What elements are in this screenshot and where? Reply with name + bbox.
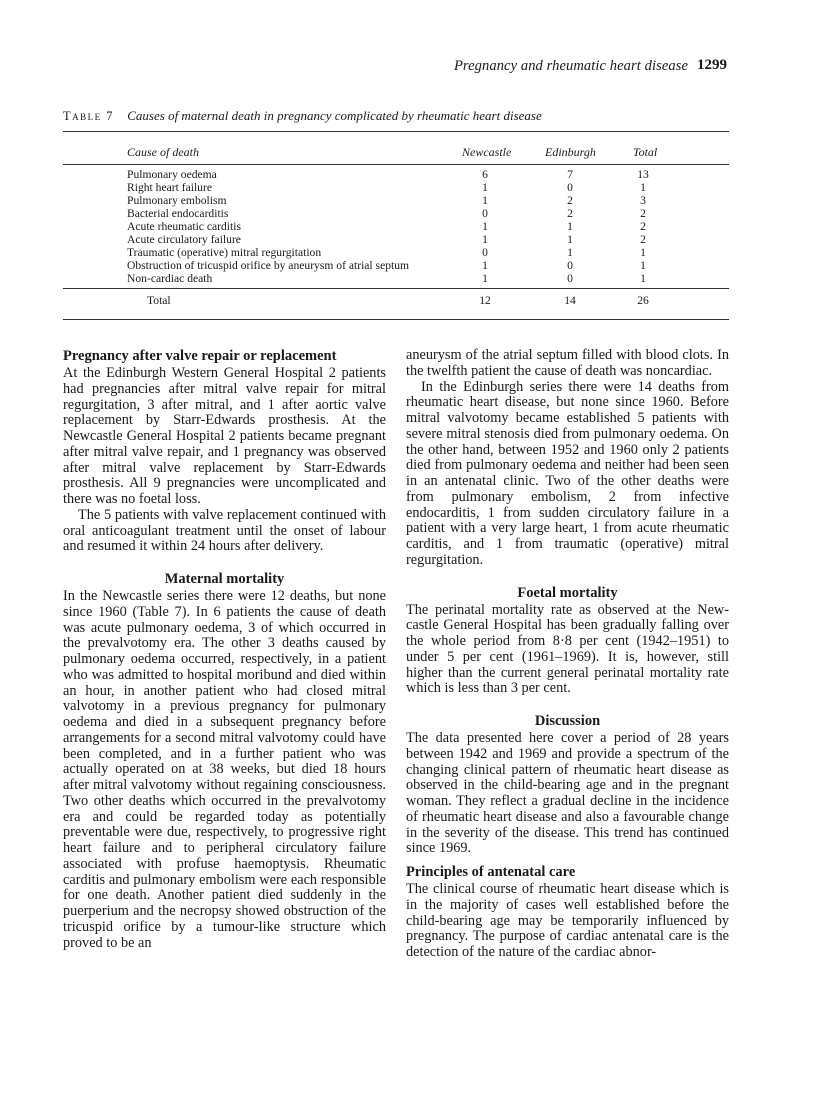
newcastle-cell: 6 [482, 168, 488, 181]
right-column [406, 348, 729, 961]
table-top-rule [63, 131, 729, 132]
paragraph-anticoagulant: The 5 patients with valve replacement continued with oral anticoagulant treatment until the onset of labour and resumed it within 24 hours after delivery. [63, 506, 386, 555]
table-row [0, 220, 816, 233]
total-cell: 1 [640, 272, 646, 285]
edinburgh-cell: 1 [567, 220, 573, 233]
paragraph-antenatal-care: The clinical course of rheumatic heart disease which is in the majority of cases well established before the child-bearing age may be temporarily influenced by pregnancy. The purpose of cardiac antenatal care is the detection of the nature of the cardiac abnor- [406, 881, 729, 960]
newcastle-cell: 1 [482, 272, 488, 285]
cause-cell: Acute circulatory failure [127, 233, 241, 246]
edinburgh-cell: 0 [567, 272, 573, 285]
total-cell: 2 [640, 233, 646, 246]
newcastle-cell: 0 [482, 207, 488, 220]
column-header-edinburgh: Edinburgh [545, 145, 596, 159]
edinburgh-cell: 2 [567, 207, 573, 220]
table-bottom-rule [63, 319, 729, 320]
edinburgh-cell: 2 [567, 194, 573, 207]
newcastle-cell: 1 [482, 259, 488, 272]
cause-cell: Non-cardiac death [127, 272, 213, 285]
total-cell: 2 [640, 220, 646, 233]
edinburgh-cell: 1 [567, 233, 573, 246]
cause-cell: Pulmonary embolism [127, 194, 227, 207]
table-caption [63, 108, 763, 124]
cause-cell: Traumatic (operative) mitral regurgitation [127, 246, 322, 259]
total-cell: 1 [640, 181, 646, 194]
newcastle-cell: 1 [482, 181, 488, 194]
page-number: 1299 [697, 57, 727, 73]
table-row [0, 168, 816, 181]
table-total-row [0, 294, 816, 307]
table-row [0, 246, 816, 259]
newcastle-cell: 1 [482, 233, 488, 246]
table-title: Causes of maternal death in pregnancy complicated by rheumatic heart disease [127, 108, 542, 123]
table-row [0, 207, 816, 220]
newcastle-total: 12 [479, 294, 491, 307]
cause-cell: Pulmonary oedema [127, 168, 217, 181]
section-heading-discussion: Discussion [534, 713, 601, 729]
cause-cell: Bacterial endocarditis [127, 207, 229, 220]
section-heading-foetal-mortality: Foetal mortality [517, 584, 618, 601]
table-total-rule [63, 288, 729, 289]
newcastle-cell: 1 [482, 194, 488, 207]
edinburgh-cell: 0 [567, 259, 573, 272]
edinburgh-cell: 1 [567, 246, 573, 259]
newcastle-cell: 0 [482, 246, 488, 259]
paragraph-maternal-mortality: In the Newcastle series there were 12 deaths, but none since 1960 (Table 7). In 6 patients the cause of death was acute pulmonary oedema, 3 of which occurred in the prevalvotomy era. The other 3 deaths caused by pulmonary oedema occurred, respectively, in a patient who was admitted to hospital moribund and died within an hour, in another patient who had closed mitral valvotomy in a previous pregnancy for pulmonary oedema and died in a subsequent pregnancy before arrangements for a second mitral valvotomy could have been completed, and in a further patient who was actually operated on at 38 weeks, but died 18 hours after mitral valvotomy without regaining consciousness. Two other deaths which occurred in the prevalvotomy era and could be regarded today as potentially preventable were due, respectively, to progressive right heart failure and to peripheral circulatory failure associated with profuse haemoptysis. Rheumatic carditis and pulmonary embolism were each responsible for one death. Another patient died suddenly in the puerperium and the necropsy showed obstruction of the tricuspid orifice by a tumour-like structure which proved to be an [63, 588, 386, 951]
edinburgh-total: 14 [564, 294, 576, 307]
total-cell: 1 [640, 259, 646, 272]
cause-cell: Acute rheumatic carditis [127, 220, 241, 233]
total-cell: 13 [637, 168, 649, 181]
cause-cell: Right heart failure [127, 181, 212, 194]
table-label: Table 7 [63, 109, 115, 123]
table-row [0, 181, 816, 194]
column-header-cause: Cause of death [127, 145, 199, 159]
paragraph-discussion: The data presented here cover a period of 28 years between 1942 and 1969 and provide a spectrum of the changing clinical pattern of rheumatic heart disease as observed in the child-bearing age and in the pregnant woman. They reflect a gradual decline in the incidence of rheumatic heart disease and also a favourable change in the severity of the disease. This trend has continued since 1969. [406, 730, 729, 857]
newcastle-cell: 1 [482, 220, 488, 233]
column-header-newcastle: Newcastle [462, 145, 512, 159]
running-title: Pregnancy and rheumatic heart disease [453, 58, 688, 74]
total-cell: 1 [640, 246, 646, 259]
section-heading-antenatal-care: Principles of antenatal care [406, 864, 576, 880]
grand-total: 26 [637, 294, 649, 307]
cause-cell: Obstruction of tricuspid orifice by aneurysm of atrial septum [127, 259, 410, 272]
edinburgh-cell: 7 [567, 168, 573, 181]
paragraph-foetal-mortality: The perinatal mortality rate as observed at the Newcastle General Hospital has been gradually falling over the whole period from 8·8 per cent (1942–1951) to under 5 per cent (1961–1969). It is, however, still higher than the current general perinatal mortality rate which is less than 3 per cent. [406, 601, 729, 697]
table-row [0, 233, 816, 246]
paragraph-continued: aneurysm of the atrial septum filled with blood clots. In the twelfth patient the cause of death was noncardiac. [406, 347, 729, 379]
table-header-rule [63, 164, 729, 165]
total-cell: 2 [640, 207, 646, 220]
section-heading-valve-repair: Pregnancy after valve repair or replacement [63, 348, 337, 364]
table-row [0, 272, 816, 285]
table-row [0, 194, 816, 207]
edinburgh-cell: 0 [567, 181, 573, 194]
total-cell: 3 [640, 194, 646, 207]
table-header-row [0, 146, 816, 159]
section-heading-maternal-mortality: Maternal mortality [164, 571, 285, 587]
column-header-total: Total [633, 145, 658, 159]
paragraph-edinburgh-series: In the Edinburgh series there were 14 deaths from rheumatic heart disease, but none since 1960. Before mitral valvotomy became established 5 patients with severe mitral stenosis died from pulmonary oedema. On the other hand, between 1952 and 1960 only 2 patients died from pulmonary oedema and neither had been seen in an antenatal clinic. Two of the other deaths were from pulmonary embolism, 2 from infective endocarditis, 1 from sudden circulatory failure in a patient with a very large heart, 1 from acute rheumatic carditis, and 1 from traumatic (operative) mitral regurgitation. [406, 378, 729, 568]
total-label: Total [147, 294, 171, 307]
paragraph-valve-repair: At the Edinburgh Western General Hospital 2 patients had pregnancies after mitral valve repair for mitral regurgitation, 3 after mitral, and 1 after aortic valve replacement by Starr-Edwards prosthesis. At the Newcastle General Hospital 2 patients became pregnant after mitral valve repair, and 1 pregnancy was observed after mitral valve replacement by Starr-Edwards prosthesis. All 9 pregnancies were uncomplicated and there was no foetal loss. [63, 365, 386, 507]
table-row [0, 259, 816, 272]
left-column [63, 348, 386, 951]
